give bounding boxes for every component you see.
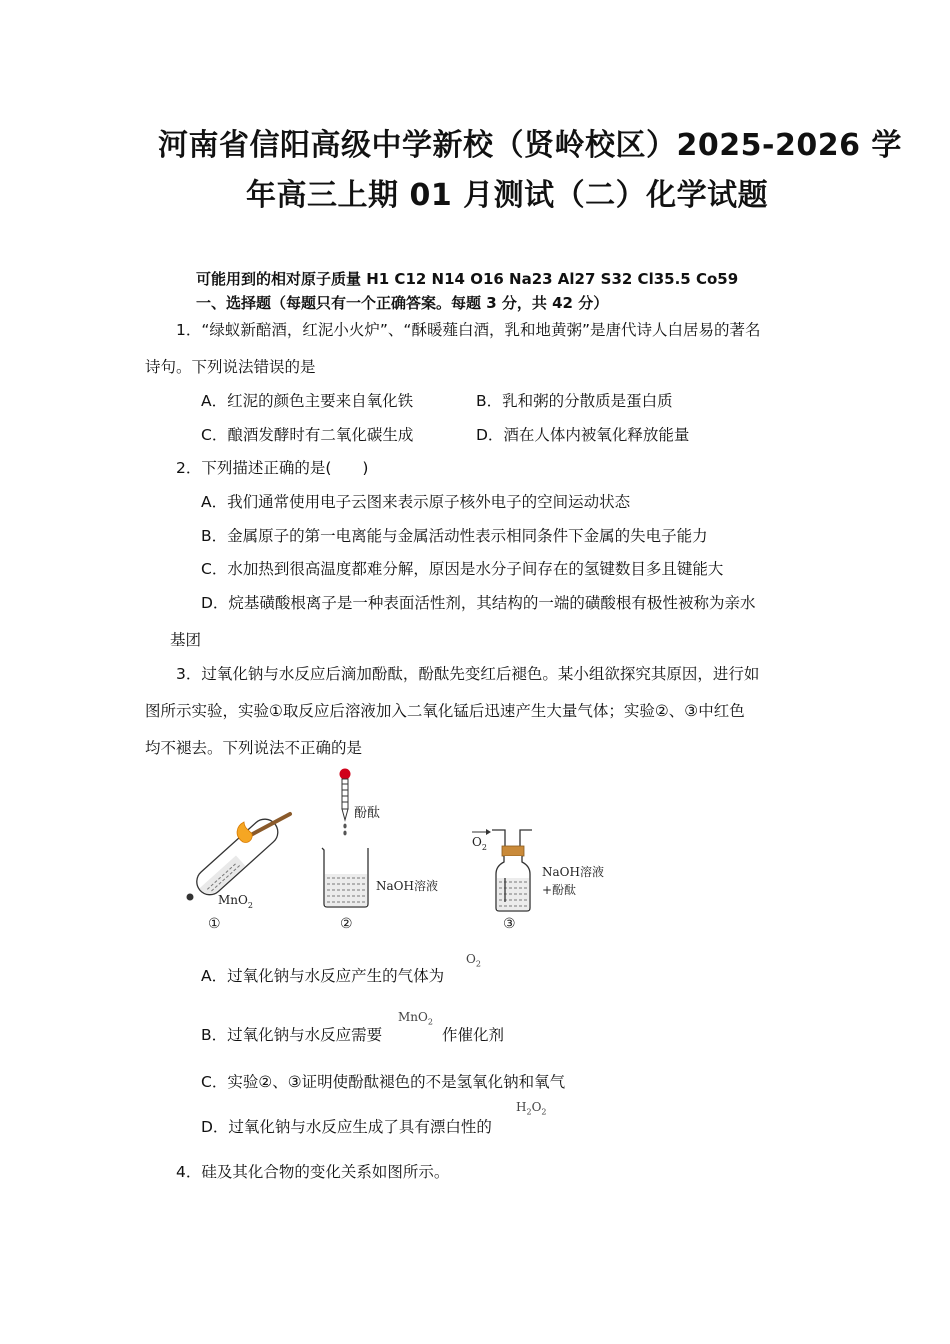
mno2-particle — [187, 894, 194, 901]
q3-option-b-formula: MnO$_2$ — [398, 1010, 433, 1027]
q1-option-a: A．红泥的颜色主要来自氧化铁 — [201, 392, 414, 410]
q3-option-d-formula: $H_2O_2$ — [516, 1100, 547, 1117]
q2-option-d-line1: D．烷基磺酸根离子是一种表面活性剂，其结构的一端的磺酸根有极性被称为亲水 — [201, 594, 756, 612]
q3-option-d: D．过氧化钠与水反应生成了具有漂白性的 — [201, 1118, 492, 1136]
phenolphthalein-label: 酚酞 — [354, 806, 381, 821]
gas-bottle-apparatus — [472, 829, 532, 911]
naoh-phenol-label-line2: +酚酞 — [542, 883, 577, 897]
q3-option-a-formula: $O_2$ — [466, 952, 481, 969]
q2-option-d-line2: 基团 — [170, 631, 202, 649]
q2-stem: 2．下列描述正确的是( ) — [176, 459, 369, 477]
label-exp-2: ② — [340, 916, 353, 932]
q3-stem-line3: 均不褪去。下列说法不正确的是 — [145, 739, 363, 757]
atomic-masses: 可能用到的相对原子质量 H1 C12 N14 O16 Na23 Al27 S32 Cl35.5 Co59 — [196, 270, 739, 288]
label-exp-3: ③ — [503, 916, 516, 932]
q1-stem-line1: 1．“绿蚁新醅酒，红泥小火炉”、“酥暖薤白酒，乳和地黄粥”是唐代诗人白居易的著名 — [176, 321, 761, 339]
o2-inlet-label: $O_2$ — [472, 835, 487, 852]
q4-stem: 4．硅及其化合物的变化关系如图所示。 — [176, 1163, 450, 1181]
q3-stem-line1: 3．过氧化钠与水反应后滴加酚酞，酚酞先变红后褪色。某小组欲探究其原因，进行如 — [176, 665, 760, 683]
q1-option-c: C．酿酒发酵时有二氧化碳生成 — [201, 426, 414, 444]
q3-option-b-post: 作催化剂 — [442, 1026, 505, 1044]
q2-option-a: A．我们通常使用电子云图来表示原子核外电子的空间运动状态 — [201, 493, 631, 511]
naoh-phenol-label-line1: NaOH溶液 — [542, 865, 604, 879]
test-tube-apparatus — [187, 814, 291, 901]
q2-option-c: C．水加热到很高温度都难分解，原因是水分子间存在的氢键数目多且键能大 — [201, 560, 724, 578]
q2-option-b: B．金属原子的第一电离能与金属活动性表示相同条件下金属的失电子能力 — [201, 527, 708, 545]
q3-option-c: C．实验②、③证明使酚酞褪色的不是氢氧化钠和氧气 — [201, 1073, 566, 1091]
q3-stem-line2: 图所示实验，实验①取反应后溶液加入二氧化锰后迅速产生大量气体；实验②、③中红色 — [145, 702, 745, 720]
page-title-line1: 河南省信阳高级中学新校（贤岭校区）2025-2026 学 — [158, 128, 902, 163]
label-exp-1: ① — [208, 916, 221, 932]
section-heading: 一、选择题（每题只有一个正确答案。每题 3 分，共 42 分） — [196, 294, 609, 312]
q1-option-d: D．酒在人体内被氧化释放能量 — [476, 426, 690, 444]
q1-option-b: B．乳和粥的分散质是蛋白质 — [476, 392, 673, 410]
naoh-label: NaOH溶液 — [376, 879, 438, 893]
q1-stem-line2: 诗句。下列说法错误的是 — [145, 358, 316, 376]
q3-option-b-pre: B．过氧化钠与水反应需要 — [201, 1026, 383, 1044]
mno2-label: MnO$_2$ — [218, 893, 253, 910]
q3-option-a: A．过氧化钠与水反应产生的气体为 — [201, 967, 445, 985]
beaker-apparatus — [322, 769, 368, 908]
dropper-bulb — [340, 769, 351, 780]
page-title-line2: 年高三上期 01 月测试（二）化学试题 — [246, 178, 769, 213]
experiment-figure — [170, 762, 630, 942]
